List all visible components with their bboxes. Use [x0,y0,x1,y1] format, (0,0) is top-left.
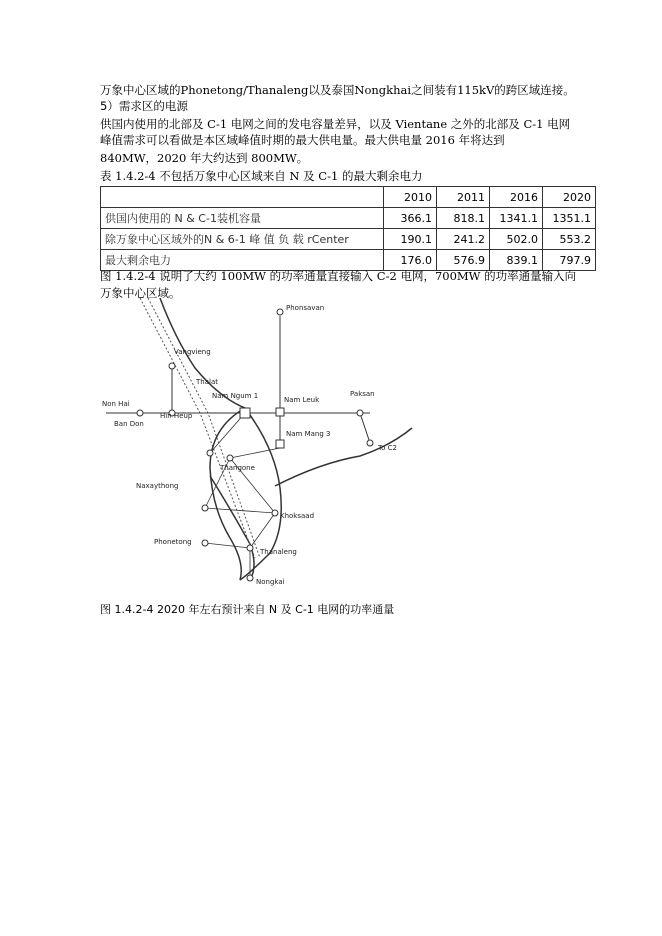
label-to-c2: To C2 [378,444,397,452]
table-cell: 241.2 [437,229,490,250]
dotted-line-1 [140,298,255,558]
node-paksan [357,410,363,416]
table-cell: 366.1 [384,208,437,229]
row-label: 除万象中心区域外的N & 6-1 峰 值 负 载 rCenter [101,229,384,250]
table-cell: 797.9 [543,250,596,271]
table-header-empty [101,187,384,208]
label-paksan: Paksan [350,390,375,398]
label-naxaythong: Naxaythong [136,482,179,490]
table-cell: 190.1 [384,229,437,250]
table-cell: 502.0 [490,229,543,250]
label-nongkai: Nongkai [256,578,285,586]
label-non-hai: Non Hai [102,400,130,408]
power-network-map [100,298,430,590]
label-nam-mang-3: Nam Mang 3 [286,430,331,438]
table-cell: 553.2 [543,229,596,250]
node-nam-leuk [276,408,284,416]
paragraph-line-1: 万象中心区域的Phonetong/Thanaleng以及泰国Nongkhai之间装有115kV的跨区域连接。 [100,83,575,97]
line-inner [210,413,245,453]
label-thalat: Thalat [196,378,218,386]
label-nam-leuk: Nam Leuk [284,396,320,404]
label-phonetong: Phonetong [154,538,192,546]
label-thangone: Thangone [220,464,255,472]
surplus-power-table [100,186,596,271]
table-caption: 表 1.4.2-4 不包括万象中心区域来自 N 及 C-1 的最大剩余电力 [100,169,423,183]
row-label: 最大剩余电力 [101,250,384,271]
node-nongkai [247,575,253,581]
label-hin-heup: Hin Heup [160,412,193,420]
table-row [101,229,596,250]
node-thangone-west [207,450,213,456]
table-cell: 576.9 [437,250,490,271]
node-ban-don [137,410,143,416]
after-table-line-1: 图 1.4.2-4 说明了大约 100MW 的功率通量直接输入 C-2 电网，700MW 的功率通量输入向 [100,269,577,283]
line-inner [250,513,275,548]
table-cell: 1341.1 [490,208,543,229]
row-label: 供国内使用的 N & C-1装机容量 [101,208,384,229]
node-phonetong [202,540,208,546]
label-ban-don: Ban Don [114,420,144,428]
node-thangone [227,455,233,461]
label-phonsavan: Phonsavan [286,304,325,312]
node-khoksaad [272,510,278,516]
line-to-c2 [360,413,370,443]
dotted-line-2 [148,298,260,558]
table-cell: 1351.1 [543,208,596,229]
paragraph-line-4: 峰值需求可以看做是本区域峰值时期的最大供电量。最大供电量 2016 年将达到 [100,133,505,147]
paragraph-line-5: 840MW，2020 年大约达到 800MW。 [100,151,309,165]
node-phonsavan [277,309,283,315]
node-to-c2 [367,440,373,446]
paragraph-line-3: 供国内使用的北部及 C-1 电网之间的发电容量差异，以及 Vientane 之外的北部及 C-1 电网 [100,117,571,131]
table-cell: 818.1 [437,208,490,229]
table-cell: 839.1 [490,250,543,271]
table-header-year: 2016 [490,187,543,208]
table-header-year: 2011 [437,187,490,208]
node-thanaleng [247,545,253,551]
table-header-row [101,187,596,208]
table-cell: 176.0 [384,250,437,271]
table-header-year: 2020 [543,187,596,208]
after-table-line-2: 万象中心区域。 [100,286,181,300]
flow-loop-west [210,408,245,580]
node-vangvieng [169,363,175,369]
node-naxaythong [202,505,208,511]
flow-curve-south [210,476,254,580]
table-row [101,208,596,229]
label-nam-ngum-1: Nam Ngum 1 [212,392,259,400]
line-inner [205,543,250,548]
label-thanaleng: Thanaleng [260,548,297,556]
section-heading: 5）需求区的电源 [100,99,188,113]
line-inner [205,508,275,513]
figure-caption: 图 1.4.2-4 2020 年左右预计来自 N 及 C-1 电网的功率通量 [100,603,395,616]
node-nam-mang-3 [276,440,284,448]
label-khoksaad: Khoksaad [280,512,315,520]
label-vangvieng: Vangvieng [174,348,211,356]
node-nam-ngum-1 [240,408,250,418]
table-header-year: 2010 [384,187,437,208]
